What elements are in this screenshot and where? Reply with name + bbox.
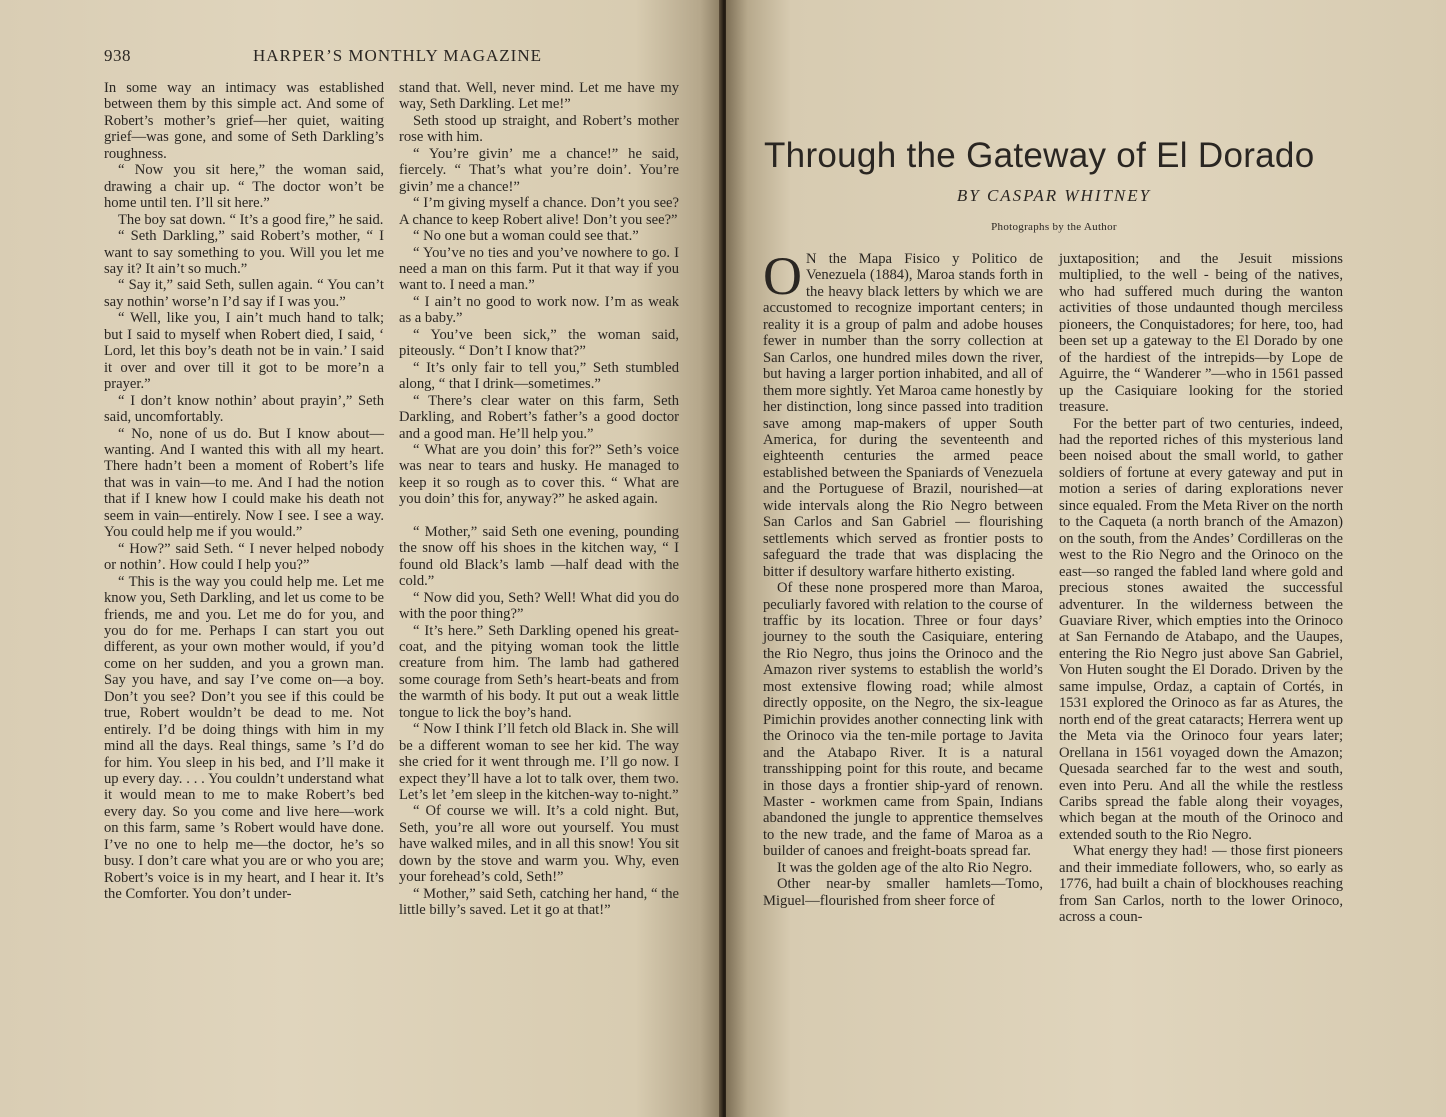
paragraph: It was the golden age of the alto Rio Negro.	[777, 859, 1033, 876]
photo-credit: Photographs by the Author	[991, 221, 1117, 233]
paragraph: “ I’m giving myself a chance. Don’t you see? A chance to keep Robert alive! Don’t you see?”	[399, 195, 679, 228]
paragraph: “ Now did you, Seth? Well! What did you do with the poor thing?”	[399, 589, 679, 623]
paragraph: “ It’s here.” Seth Darkling opened his great-coat, and the pitying woman took the little creature from him. The lamb had gathered some courage from Seth’s heart-beats and from the warmth of his body. It put out a weak little tongue to lick the boy’s hand.	[399, 622, 679, 721]
byline: BY CASPAR WHITNEY	[956, 186, 1152, 205]
left-column-1	[104, 80, 384, 903]
drop-cap: O	[763, 246, 802, 306]
paragraph: “ Mother,” said Seth, catching her hand, “ the little billy’s saved. Let it go at that!”	[399, 885, 679, 919]
right-page	[726, 0, 1446, 1117]
paragraph: stand that. Well, never mind. Let me have my way, Seth Darkling. Let me!”	[399, 80, 679, 113]
opening-text: N the Mapa Fisico y Politico de Venezuela (1884), Maroa stands forth in the heavy black letters by which we are accustomed to recognize important centers; in reality it is a group of palm and adobe houses fewer in number than the sorry collection at San Carlos, one hundred miles down the river, but having a larger portion inhabited, and all of them more sightly. Yet Maroa came honestly by her distinction, long since passed into tradition save among map-makers of upper South America, for during the seventeenth and eighteenth centuries the armed peace established between the Spaniards of Venezuela and the Portuguese of Brazil, nourished—at wide intervals along the Rio Negro between San Carlos and San Gabriel — flourishing settlements which served as frontier posts to safeguard the trade that was displacing the bitter if desultory warfare hitherto existing.	[763, 251, 1043, 580]
paragraph: “ This is the way you could help me. Let me know you, Seth Darkling, and let us come to be friends, me and you. Let me do for you, and you do for me. Perhaps I can start you out different, as your own mother would, if you’d come on her sudden, and you a grown man. Say you have, and say I’ve come on—a boy. Don’t you see? Don’t you see if this could be true, Robert wouldn’t be dead to me. Not entirely. I’d be doing things with him in my mind all the days. Real things, same ’s I’d do for him. You sleep in his bed, and I’ll make it up every day. . . . You couldn’t understand what it would mean to me to make Robert’s bed every day. So you come and live here—work on this farm, same ’s Robert would have done. I’ve no one to help me—the doctor, he’s so busy. I don’t care what you are or who you are; Robert’s voice is in my heart, and I hear it. It’s the Comforter. You don’t under-	[104, 573, 384, 903]
left-page	[0, 0, 722, 1117]
article-title: Through the Gateway of El Dorado	[764, 136, 1315, 175]
page-number: 938	[104, 46, 131, 65]
paragraph: juxtaposition; and the Jesuit missions multiplied, to the well - being of the natives, who had suffered much during the wanton activities of those undaunted though merciless pioneers, the Conquistadores; for here, too, had been set up a gateway to the El Dorado by one of the hardiest of the intrepids—by Lope de Aguirre, the “ Wanderer ”—who in 1561 passed up the Casiquiare looking for the storied treasure.	[1059, 251, 1343, 416]
paragraph: “ Mother,” said Seth one evening, pounding the snow off his shoes in the kitchen way, “ I found old Black’s lamb —half dead with the cold.”	[399, 523, 679, 590]
paragraph: For the better part of two centuries, indeed, had the reported riches of this mysterious land been noised about the small world, to gather soldiers of fortune at every gateway and put in motion a series of daring explorations never since equaled. From the Meta River on the north to the Caqueta (a north branch of the Amazon) on the south, from the Andes’ Cordilleras on the west to the Rio Negro and the Orinoco on the east—so ranged the fabled land where gold and precious stones awaited the successful adventurer. In the wilderness between the Guaviare River, which empties into the Orinoco at San Fernando de Atabapo, and the Uaupes, entering the Rio Negro just above San Gabriel, Von Huten sought the El Dorado. Driven by the same impulse, Ordaz, a captain of Cortés, in 1531 explored the Orinoco as far as Atures, the north end of the great cataracts; Herrera went up the Meta via the Orinoco four years later; Orellana in 1561 voyaged down the Amazon; Quesada searched far to the west and south, even into Peru. And all the while the restless Caribs spread the fable along their voyages, which began at the mouth of the Orinoco and extended south to the Rio Negro.	[1059, 415, 1343, 843]
paragraph: Of these none prospered more than Maroa, peculiarly favored with relation to the course of traffic by its location. Three or four days’ journey to the south the Casiquiare, entering the Rio Negro, thus joins the Orinoco and the Amazon river systems to establish the world’s most extensive flowing road; while almost directly opposite, on the Negro, the six-league Pimichin provides another connecting link with the Orinoco via the ten-mile portage to Javita and the Atabapo River. It is a natural transshipping point for this route, and became in those days a frontier ship-yard of renown. Master - workmen came from Spain, Indians abandoned the jungle to apprentice themselves to the new trade, and the fame of Maroa as a builder of canoes and freight-boats spread far.	[763, 580, 1043, 860]
paragraph: “ Well, like you, I ain’t much hand to talk; but I said to myself when Robert died, I said, ‘ Lord, let this boy’s death not be in vain.’ I said it over and over till it got to be more’n a prayer.”	[104, 310, 384, 393]
paragraph: “ It’s only fair to tell you,” Seth stumbled along, “ that I drink—sometimes.”	[399, 359, 679, 393]
paragraph: “ I don’t know nothin’ about prayin’,” Seth said, uncomfortably.	[104, 392, 384, 426]
paragraph: “ You’ve no ties and you’ve nowhere to go. I need a man on this farm. Put it that way if you want to. I need a man.”	[399, 244, 679, 294]
paragraph: Other near-by smaller hamlets—Tomo, Miguel—flourished from sheer force of	[763, 876, 1043, 909]
running-head: HARPER’S MONTHLY MAGAZINE	[253, 46, 542, 65]
right-column-2	[1059, 251, 1343, 926]
paragraph: “ You’ve been sick,” the woman said, piteously. “ Don’t I know that?”	[399, 326, 679, 360]
paragraph: In some way an intimacy was established between them by this simple act. And some of Robert’s mother’s grief—her quiet, waiting grief—was gone, and some of Seth Darkling’s roughness.	[104, 80, 384, 162]
paragraph	[763, 246, 1043, 580]
paragraph: “ No one but a woman could see that.”	[413, 228, 639, 245]
paragraph: “ Now you sit here,” the woman said, drawing a chair up. “ The doctor won’t be home until ten. I’ll sit here.”	[104, 162, 384, 212]
paragraph: “ There’s clear water on this farm, Seth Darkling, and Robert’s father’s a good doctor and a good man. He’ll help you.”	[399, 392, 679, 442]
paragraph: “ How?” said Seth. “ I never helped nobody or nothin’. How could I help you?”	[104, 540, 384, 574]
paragraph: “ Say it,” said Seth, sullen again. “ You can’t say nothin’ worse’n I’d say if I was you.”	[104, 277, 384, 310]
paragraph: “ Of course we will. It’s a cold night. But, Seth, you’re all wore out yourself. You must have walked miles, and in all this snow! You sit down by the stove and warm you. Why, even your forehead’s cold, Seth!”	[399, 803, 679, 886]
paragraph: “ Now I think I’ll fetch old Black in. She will be a different woman to see her kid. The way she cried for it went through me. I’ll go now. I expect they’ll have a lot to talk over, them two. Let’s let ’em sleep in the kitchen-way to-night.”	[399, 721, 679, 804]
paragraph: “ You’re givin’ me a chance!” he said, fiercely. “ That’s what you’re doin’. You’re givin’ me a chance!”	[399, 145, 679, 195]
paragraph: The boy sat down. “ It’s a good fire,” he said.	[118, 211, 384, 228]
paragraph: “ What are you doin’ this for?” Seth’s voice was near to tears and husky. He managed to keep it so rough as to cover this. “ What are you doin’ this for, anyway?” he asked again.	[399, 441, 679, 508]
left-column-2	[399, 80, 679, 919]
paragraph: Seth stood up straight, and Robert’s mother rose with him.	[399, 112, 679, 146]
paragraph: “ No, none of us do. But I know about—wanting. And I wanted this with all my heart. There hadn’t been a moment of Robert’s life that was in vain—to me. And I had the notion that if I knew how I could make his death not seem in vain—entirely. Now I see. I see a way. You could help me if you would.”	[104, 425, 384, 541]
paragraph: “ I ain’t no good to work now. I’m as weak as a baby.”	[399, 293, 679, 327]
paragraph: What energy they had! — those first pioneers and their immediate followers, who, so early as 1776, had built a chain of blockhouses reaching from San Carlos, north to the lower Orinoco, across a coun-	[1059, 843, 1343, 926]
paragraph: “ Seth Darkling,” said Robert’s mother, “ I want to say something to you. Will you let me say it? It ain’t so much.”	[104, 228, 384, 277]
right-column-1	[763, 246, 1043, 909]
